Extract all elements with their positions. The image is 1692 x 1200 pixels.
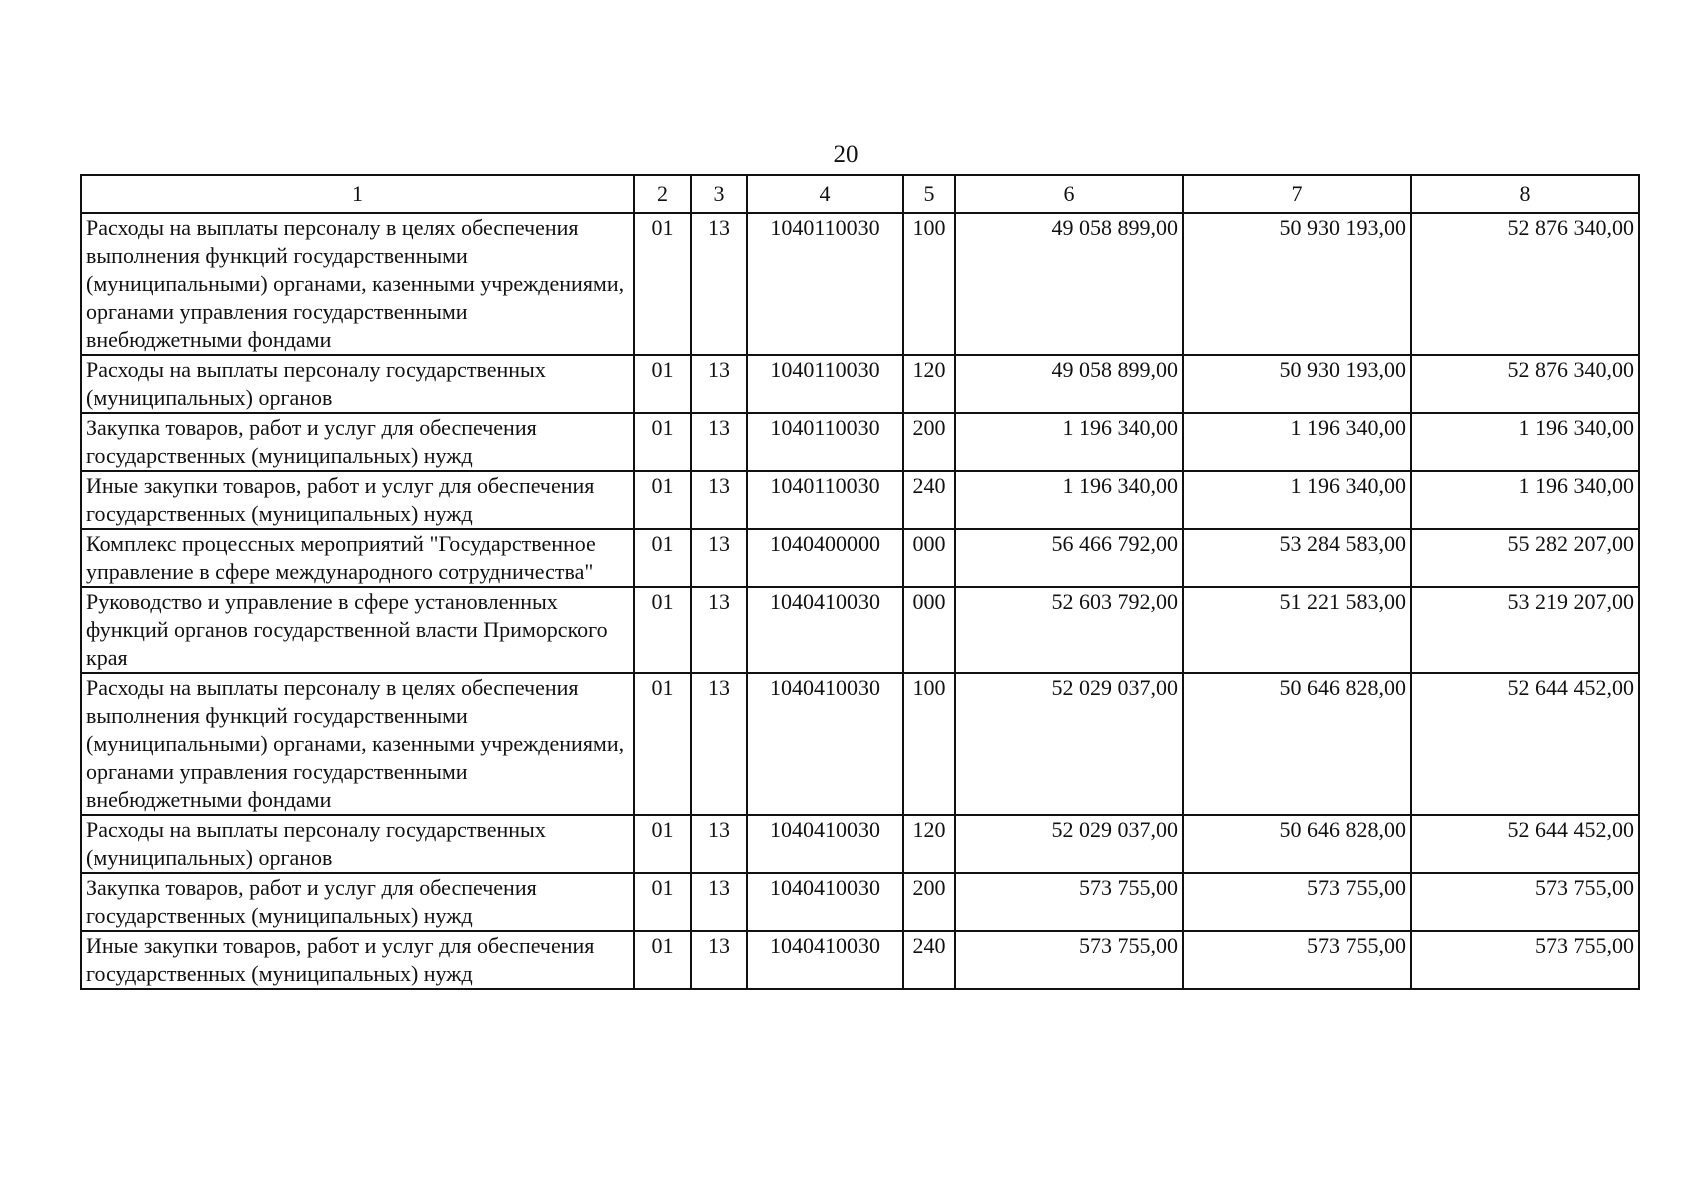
amount-col7: 1 196 340,00: [1183, 471, 1411, 529]
amount-col8: 52 876 340,00: [1411, 355, 1639, 413]
table-row: [81, 213, 1639, 355]
expense-type-code: 240: [903, 931, 955, 989]
row-description: Комплекс процессных мероприятий "Государственное управление в сфере международного сотрудничества": [81, 529, 634, 587]
amount-col8: 55 282 207,00: [1411, 529, 1639, 587]
expense-type-code: 200: [903, 873, 955, 931]
row-description: Расходы на выплаты персоналу в целях обеспечения выполнения функций государственными (муниципальными) органами, казенными учреждениями, органами управления государственными внебюджетными фондами: [81, 213, 634, 355]
row-description: Расходы на выплаты персоналу государственных (муниципальных) органов: [81, 355, 634, 413]
amount-col8: 52 644 452,00: [1411, 673, 1639, 815]
expense-type-code: 240: [903, 471, 955, 529]
budget-table: [80, 174, 1640, 990]
amount-col7: 1 196 340,00: [1183, 413, 1411, 471]
target-article-code: 1040110030: [747, 413, 903, 471]
subsection-code: 13: [691, 213, 747, 355]
column-header: 3: [691, 175, 747, 213]
section-code: 01: [634, 213, 691, 355]
section-code: 01: [634, 413, 691, 471]
table-row: [81, 529, 1639, 587]
column-header: 8: [1411, 175, 1639, 213]
amount-col7: 53 284 583,00: [1183, 529, 1411, 587]
amount-col6: 49 058 899,00: [955, 355, 1183, 413]
section-code: 01: [634, 815, 691, 873]
table-row: [81, 413, 1639, 471]
expense-type-code: 120: [903, 355, 955, 413]
row-description: Иные закупки товаров, работ и услуг для обеспечения государственных (муниципальных) нужд: [81, 471, 634, 529]
target-article-code: 1040400000: [747, 529, 903, 587]
amount-col6: 1 196 340,00: [955, 471, 1183, 529]
section-code: 01: [634, 587, 691, 673]
amount-col8: 52 876 340,00: [1411, 213, 1639, 355]
section-code: 01: [634, 355, 691, 413]
amount-col7: 573 755,00: [1183, 931, 1411, 989]
amount-col6: 56 466 792,00: [955, 529, 1183, 587]
amount-col7: 50 646 828,00: [1183, 815, 1411, 873]
row-description: Расходы на выплаты персоналу государственных (муниципальных) органов: [81, 815, 634, 873]
amount-col8: 573 755,00: [1411, 931, 1639, 989]
amount-col6: 52 603 792,00: [955, 587, 1183, 673]
target-article-code: 1040410030: [747, 873, 903, 931]
amount-col7: 51 221 583,00: [1183, 587, 1411, 673]
column-header: 6: [955, 175, 1183, 213]
target-article-code: 1040110030: [747, 355, 903, 413]
section-code: 01: [634, 673, 691, 815]
target-article-code: 1040410030: [747, 815, 903, 873]
page-number: 20: [833, 141, 859, 168]
column-header: 5: [903, 175, 955, 213]
amount-col6: 573 755,00: [955, 873, 1183, 931]
expense-type-code: 100: [903, 673, 955, 815]
table-row: [81, 471, 1639, 529]
amount-col8: 52 644 452,00: [1411, 815, 1639, 873]
subsection-code: 13: [691, 815, 747, 873]
amount-col6: 52 029 037,00: [955, 815, 1183, 873]
amount-col7: 573 755,00: [1183, 873, 1411, 931]
subsection-code: 13: [691, 529, 747, 587]
row-description: Расходы на выплаты персоналу в целях обеспечения выполнения функций государственными (муниципальными) органами, казенными учреждениями, органами управления государственными внебюджетными фондами: [81, 673, 634, 815]
section-code: 01: [634, 471, 691, 529]
table-row: [81, 815, 1639, 873]
column-header: 1: [81, 175, 634, 213]
expense-type-code: 200: [903, 413, 955, 471]
amount-col8: 573 755,00: [1411, 873, 1639, 931]
amount-col8: 53 219 207,00: [1411, 587, 1639, 673]
target-article-code: 1040110030: [747, 471, 903, 529]
table-row: [81, 355, 1639, 413]
row-description: Закупка товаров, работ и услуг для обеспечения государственных (муниципальных) нужд: [81, 413, 634, 471]
target-article-code: 1040110030: [747, 213, 903, 355]
amount-col6: 573 755,00: [955, 931, 1183, 989]
row-description: Руководство и управление в сфере установленных функций органов государственной власти Приморского края: [81, 587, 634, 673]
amount-col7: 50 930 193,00: [1183, 355, 1411, 413]
target-article-code: 1040410030: [747, 587, 903, 673]
expense-type-code: 100: [903, 213, 955, 355]
target-article-code: 1040410030: [747, 673, 903, 815]
section-code: 01: [634, 873, 691, 931]
row-description: Закупка товаров, работ и услуг для обеспечения государственных (муниципальных) нужд: [81, 873, 634, 931]
subsection-code: 13: [691, 931, 747, 989]
subsection-code: 13: [691, 873, 747, 931]
subsection-code: 13: [691, 355, 747, 413]
section-code: 01: [634, 931, 691, 989]
header-row: [81, 175, 1639, 213]
subsection-code: 13: [691, 673, 747, 815]
amount-col7: 50 930 193,00: [1183, 213, 1411, 355]
column-header: 4: [747, 175, 903, 213]
expense-type-code: 000: [903, 529, 955, 587]
table-row: [81, 931, 1639, 989]
amount-col6: 1 196 340,00: [955, 413, 1183, 471]
subsection-code: 13: [691, 471, 747, 529]
section-code: 01: [634, 529, 691, 587]
amount-col6: 52 029 037,00: [955, 673, 1183, 815]
subsection-code: 13: [691, 413, 747, 471]
table-row: [81, 673, 1639, 815]
table-row: [81, 587, 1639, 673]
column-header: 2: [634, 175, 691, 213]
expense-type-code: 120: [903, 815, 955, 873]
amount-col8: 1 196 340,00: [1411, 471, 1639, 529]
column-header: 7: [1183, 175, 1411, 213]
amount-col6: 49 058 899,00: [955, 213, 1183, 355]
row-description: Иные закупки товаров, работ и услуг для обеспечения государственных (муниципальных) нужд: [81, 931, 634, 989]
table-row: [81, 873, 1639, 931]
expense-type-code: 000: [903, 587, 955, 673]
amount-col8: 1 196 340,00: [1411, 413, 1639, 471]
target-article-code: 1040410030: [747, 931, 903, 989]
subsection-code: 13: [691, 587, 747, 673]
amount-col7: 50 646 828,00: [1183, 673, 1411, 815]
